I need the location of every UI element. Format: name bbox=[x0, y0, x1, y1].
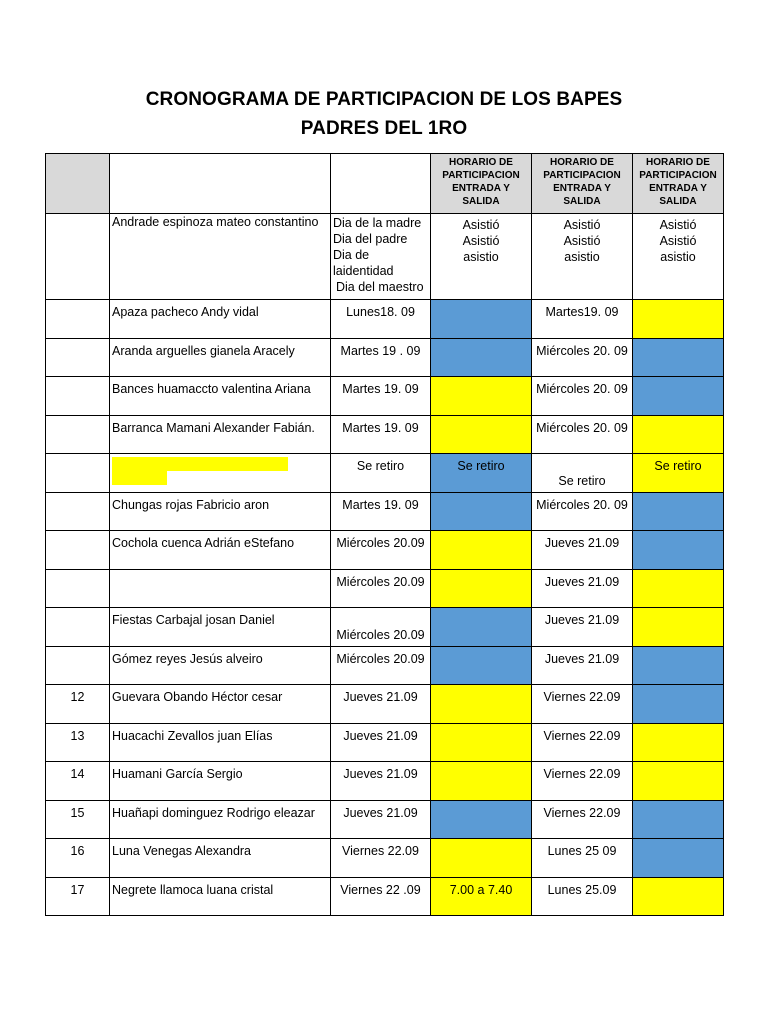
horario-a bbox=[431, 685, 532, 724]
page-subtitle: PADRES DEL 1RO bbox=[300, 118, 468, 139]
horario-a bbox=[431, 338, 532, 377]
date-item: Dia de la madre bbox=[333, 216, 422, 230]
horario-a bbox=[431, 300, 532, 339]
header-row bbox=[46, 154, 724, 214]
attendance-b bbox=[532, 214, 633, 300]
header-cell-name bbox=[110, 154, 331, 214]
student-name: Gómez reyes Jesús alveiro bbox=[110, 646, 331, 685]
table-row bbox=[46, 454, 724, 493]
horario-a: Se retiro bbox=[431, 454, 532, 493]
schedule-date-1: Lunes18. 09 bbox=[331, 300, 431, 339]
special-dates bbox=[331, 214, 431, 300]
date-item: Dia del padre bbox=[333, 232, 408, 246]
table-row bbox=[46, 762, 724, 801]
horario-a bbox=[431, 415, 532, 454]
horario-a bbox=[431, 531, 532, 570]
table-row bbox=[46, 415, 724, 454]
header-cell-num bbox=[46, 154, 110, 214]
row-number: 12 bbox=[46, 685, 110, 724]
table-row bbox=[46, 685, 724, 724]
student-name: Bances huamaccto valentina Ariana bbox=[110, 377, 331, 416]
attendance-value: Asistió bbox=[659, 234, 697, 248]
row-number bbox=[46, 338, 110, 377]
schedule-date-2: Jueves 21.09 bbox=[532, 608, 633, 647]
horario-c bbox=[633, 415, 724, 454]
row-number bbox=[46, 646, 110, 685]
schedule-date-1: Jueves 21.09 bbox=[331, 685, 431, 724]
attendance-value: asistio bbox=[564, 250, 600, 264]
row-number bbox=[46, 300, 110, 339]
attendance-c bbox=[633, 214, 724, 300]
row-number bbox=[46, 492, 110, 531]
student-name: Luna Venegas Alexandra bbox=[110, 839, 331, 878]
schedule-date-2: Miércoles 20. 09 bbox=[532, 492, 633, 531]
horario-c bbox=[633, 492, 724, 531]
horario-c bbox=[633, 877, 724, 916]
student-name: Aranda arguelles gianela Aracely bbox=[110, 338, 331, 377]
row-number bbox=[46, 415, 110, 454]
horario-a bbox=[431, 608, 532, 647]
attendance-value: Asistió bbox=[563, 218, 601, 232]
schedule-date-1: Miércoles 20.09 bbox=[331, 531, 431, 570]
schedule-date-2: Viernes 22.09 bbox=[532, 762, 633, 801]
student-name: Cochola cuenca Adrián eStefano bbox=[110, 531, 331, 570]
horario-a bbox=[431, 646, 532, 685]
schedule-date-2: Lunes 25.09 bbox=[532, 877, 633, 916]
schedule-date-1: Martes 19. 09 bbox=[331, 492, 431, 531]
date-item: Dia del maestro bbox=[336, 280, 424, 294]
page-title: CRONOGRAMA DE PARTICIPACION DE LOS BAPES bbox=[145, 89, 623, 110]
table-row bbox=[46, 214, 724, 300]
schedule-date-2: Se retiro bbox=[532, 454, 633, 493]
horario-a bbox=[431, 569, 532, 608]
row-number: 14 bbox=[46, 762, 110, 801]
horario-c bbox=[633, 300, 724, 339]
student-name: Fiestas Carbajal josan Daniel bbox=[110, 608, 331, 647]
schedule-date-1: Se retiro bbox=[331, 454, 431, 493]
schedule-date-2: Miércoles 20. 09 bbox=[532, 415, 633, 454]
table-row bbox=[46, 531, 724, 570]
schedule-date-1: Miércoles 20.09 bbox=[331, 608, 431, 647]
table-row bbox=[46, 646, 724, 685]
row-number bbox=[46, 454, 110, 493]
student-name: Andrade espinoza mateo constantino bbox=[110, 214, 331, 300]
schedule-table bbox=[45, 153, 724, 916]
schedule-date-1: Martes 19. 09 bbox=[331, 377, 431, 416]
horario-c bbox=[633, 569, 724, 608]
schedule-date-2: Jueves 21.09 bbox=[532, 531, 633, 570]
table-row bbox=[46, 492, 724, 531]
attendance-value: Asistió bbox=[563, 234, 601, 248]
row-number: 16 bbox=[46, 839, 110, 878]
horario-a: 7.00 a 7.40 bbox=[431, 877, 532, 916]
schedule-date-2: Martes19. 09 bbox=[532, 300, 633, 339]
schedule-date-2: Jueves 21.09 bbox=[532, 569, 633, 608]
horario-c bbox=[633, 723, 724, 762]
student-name: Negrete llamoca luana cristal bbox=[110, 877, 331, 916]
student-name bbox=[110, 454, 331, 493]
schedule-date-2: Miércoles 20. 09 bbox=[532, 377, 633, 416]
header-cell-horario-b: HORARIO DE PARTICIPACION ENTRADA Y SALIDA bbox=[532, 154, 633, 214]
student-name: Guevara Obando Héctor cesar bbox=[110, 685, 331, 724]
row-number bbox=[46, 377, 110, 416]
attendance-a bbox=[431, 214, 532, 300]
horario-c bbox=[633, 608, 724, 647]
row-number bbox=[46, 531, 110, 570]
attendance-value: asistio bbox=[463, 250, 499, 264]
horario-c bbox=[633, 762, 724, 801]
schedule-date-1: Jueves 21.09 bbox=[331, 800, 431, 839]
row-number: 17 bbox=[46, 877, 110, 916]
horario-a bbox=[431, 492, 532, 531]
header-cell-date1 bbox=[331, 154, 431, 214]
table-row bbox=[46, 377, 724, 416]
schedule-date-2: Viernes 22.09 bbox=[532, 800, 633, 839]
schedule-date-2: Viernes 22.09 bbox=[532, 685, 633, 724]
highlight-mark bbox=[112, 471, 167, 485]
horario-c bbox=[633, 685, 724, 724]
schedule-date-1: Martes 19. 09 bbox=[331, 415, 431, 454]
date-item: Dia de laidentidad bbox=[333, 248, 394, 278]
header-cell-horario-a: HORARIO DE PARTICIPACION ENTRADA Y SALIDA bbox=[431, 154, 532, 214]
horario-a bbox=[431, 839, 532, 878]
schedule-date-2: Viernes 22.09 bbox=[532, 723, 633, 762]
schedule-date-2: Jueves 21.09 bbox=[532, 646, 633, 685]
row-number: 15 bbox=[46, 800, 110, 839]
row-number bbox=[46, 608, 110, 647]
table-row bbox=[46, 839, 724, 878]
table-row bbox=[46, 877, 724, 916]
student-name: Huañapi dominguez Rodrigo eleazar bbox=[110, 800, 331, 839]
schedule-date-2: Lunes 25 09 bbox=[532, 839, 633, 878]
schedule-date-1: Miércoles 20.09 bbox=[331, 646, 431, 685]
horario-a bbox=[431, 762, 532, 801]
schedule-date-2: Miércoles 20. 09 bbox=[532, 338, 633, 377]
schedule-date-1: Miércoles 20.09 bbox=[331, 569, 431, 608]
horario-c bbox=[633, 800, 724, 839]
student-name: Apaza pacheco Andy vidal bbox=[110, 300, 331, 339]
schedule-date-1: Viernes 22 .09 bbox=[331, 877, 431, 916]
header-cell-horario-c: HORARIO DE PARTICIPACION ENTRADA Y SALIDA bbox=[633, 154, 724, 214]
student-name: Barranca Mamani Alexander Fabián. bbox=[110, 415, 331, 454]
table-row bbox=[46, 723, 724, 762]
attendance-value: Asistió bbox=[659, 218, 697, 232]
schedule-date-1: Martes 19 . 09 bbox=[331, 338, 431, 377]
schedule-date-1: Jueves 21.09 bbox=[331, 723, 431, 762]
horario-c bbox=[633, 531, 724, 570]
row-number bbox=[46, 569, 110, 608]
row-number bbox=[46, 214, 110, 300]
table-row bbox=[46, 300, 724, 339]
student-name bbox=[110, 569, 331, 608]
horario-c bbox=[633, 377, 724, 416]
schedule-date-1: Viernes 22.09 bbox=[331, 839, 431, 878]
row-number: 13 bbox=[46, 723, 110, 762]
schedule-date-1: Jueves 21.09 bbox=[331, 762, 431, 801]
horario-c: Se retiro bbox=[633, 454, 724, 493]
horario-c bbox=[633, 839, 724, 878]
attendance-value: Asistió bbox=[462, 234, 500, 248]
table-row bbox=[46, 338, 724, 377]
student-name: Huamani García Sergio bbox=[110, 762, 331, 801]
student-name: Chungas rojas Fabricio aron bbox=[110, 492, 331, 531]
horario-a bbox=[431, 800, 532, 839]
horario-a bbox=[431, 723, 532, 762]
horario-c bbox=[633, 338, 724, 377]
attendance-value: Asistió bbox=[462, 218, 500, 232]
horario-a bbox=[431, 377, 532, 416]
horario-c bbox=[633, 646, 724, 685]
student-name: Huacachi Zevallos juan Elías bbox=[110, 723, 331, 762]
table-row bbox=[46, 800, 724, 839]
table-row bbox=[46, 608, 724, 647]
table-row bbox=[46, 569, 724, 608]
attendance-value: asistio bbox=[660, 250, 696, 264]
highlight-mark bbox=[112, 457, 288, 471]
